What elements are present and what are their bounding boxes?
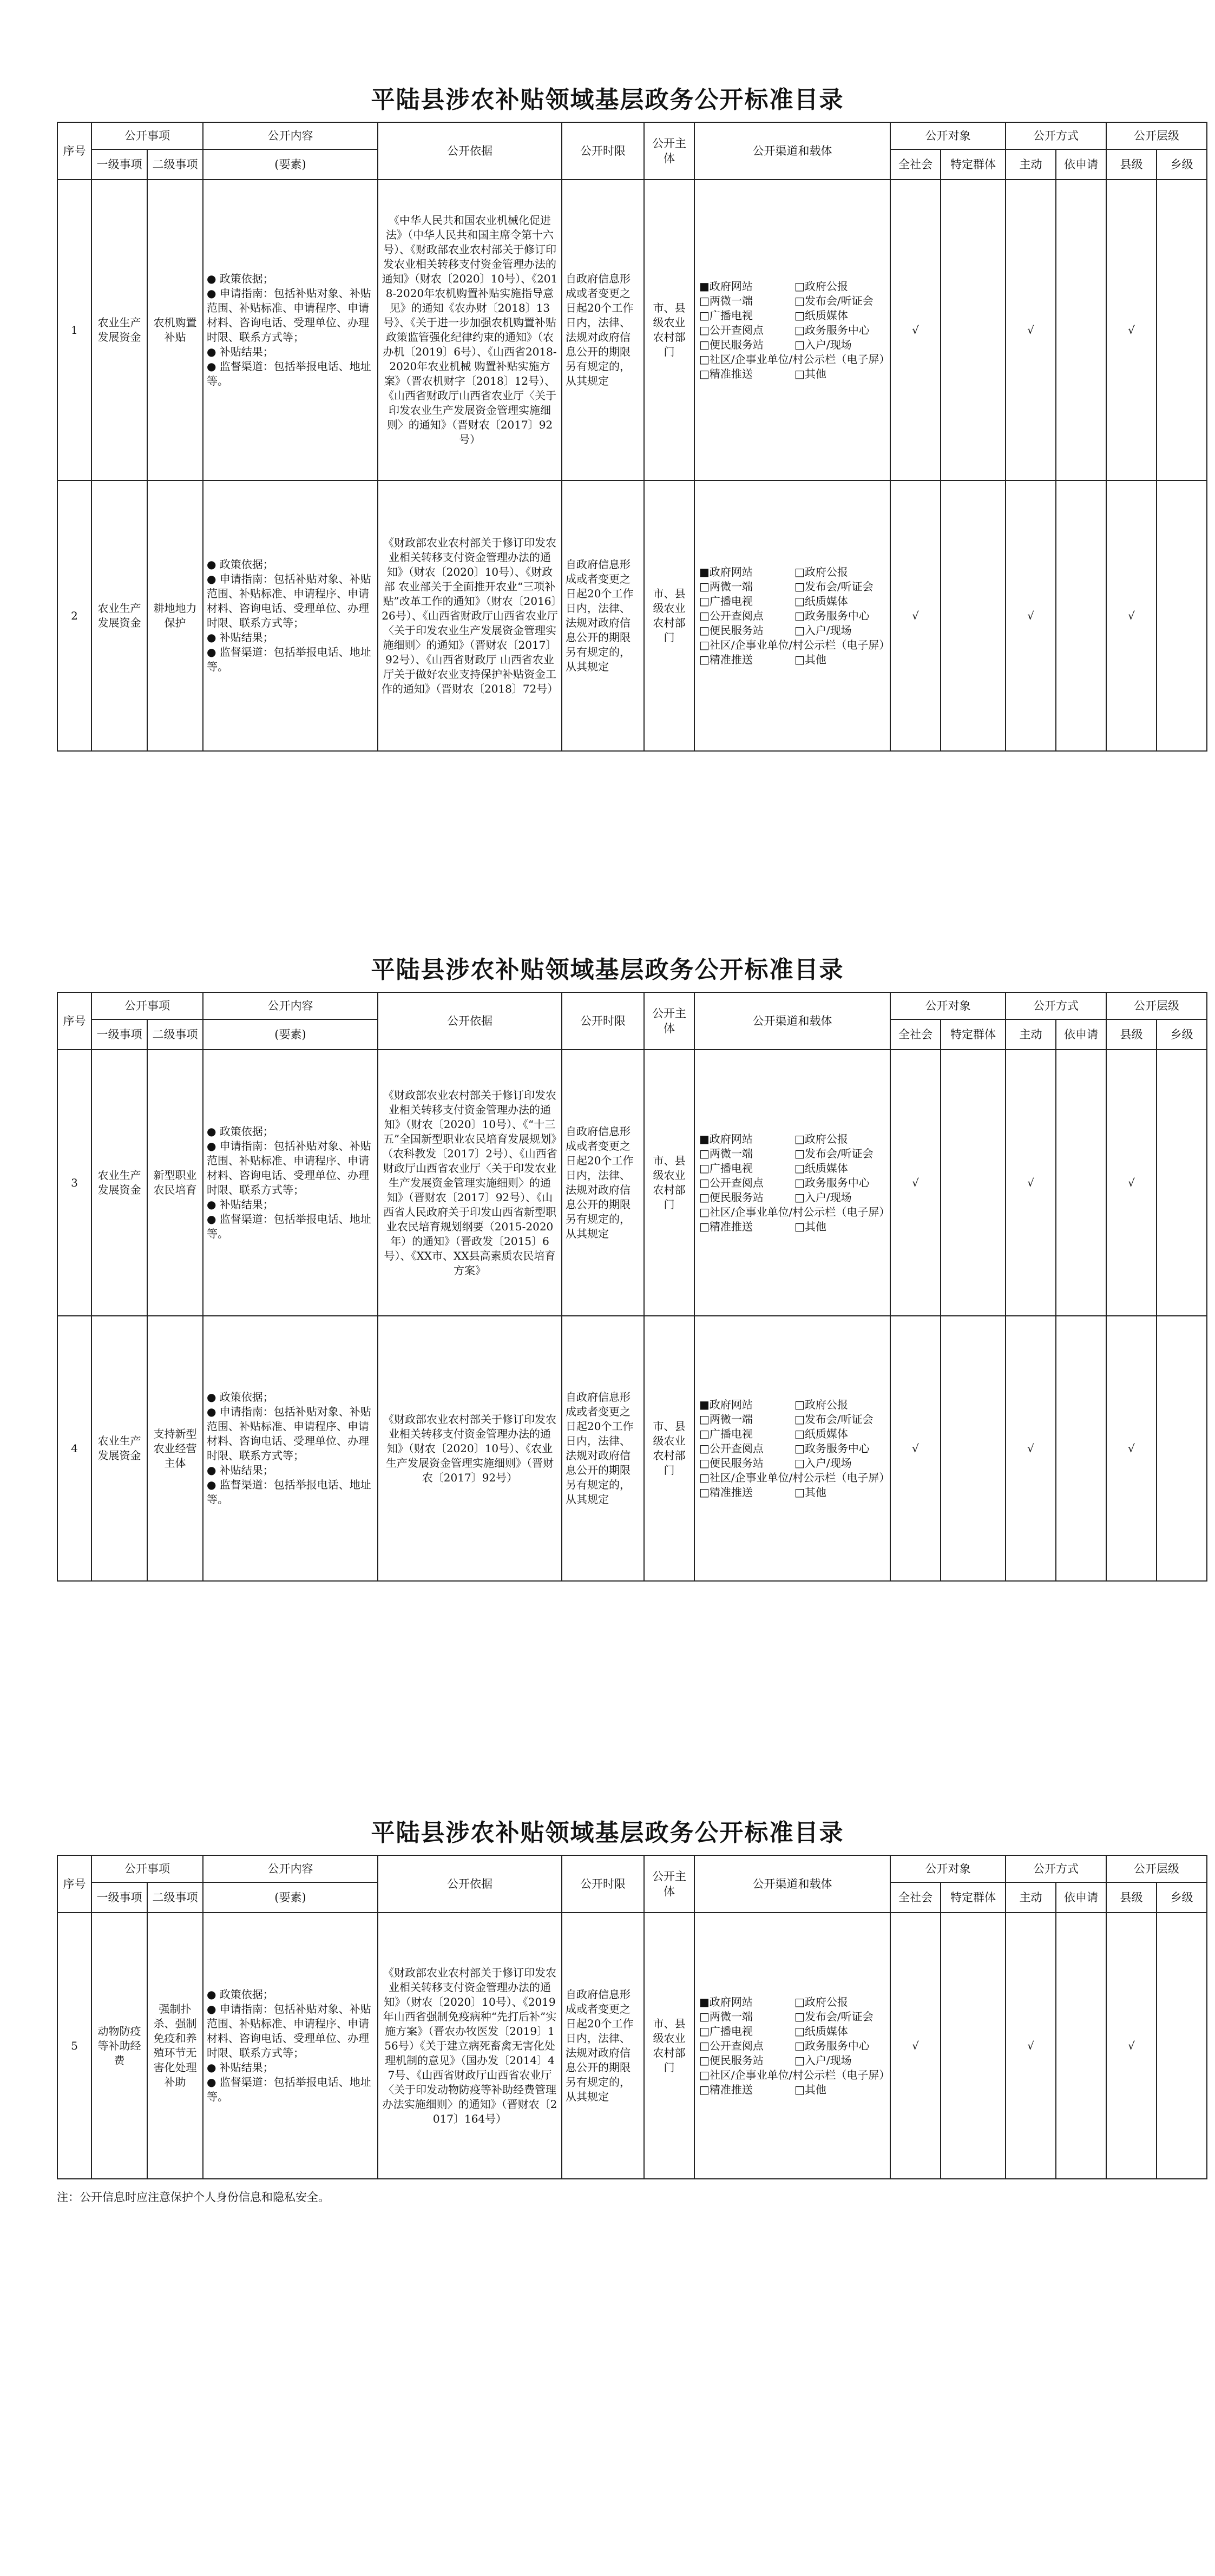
county-check: √ <box>1106 180 1157 480</box>
channel-option: □入户/现场 <box>794 338 852 351</box>
basis-header: 公开依据 <box>378 992 562 1050</box>
level2-cell: 农机购置补贴 <box>147 180 203 480</box>
channel-option: □公开查阅点 <box>699 1441 764 1455</box>
channel-option: ■政府网站 <box>699 279 753 293</box>
timing-cell: 自政府信息形成或者变更之日起20个工作日内，法律、法规对政府信息公开的期限另有规定的，从其规定 <box>562 480 644 751</box>
channel-option: □发布会/听证会 <box>794 2010 874 2023</box>
channel-option: □公开查阅点 <box>699 2039 764 2052</box>
channel-option: □广播电视 <box>699 1427 753 1440</box>
content-item: ● 申请指南：包括补贴对象、补贴范围、补贴标准、申请程序、申请材料、咨询电话、受理单位、办理时限、联系方式等； <box>207 1405 371 1462</box>
catalog-section-1 <box>57 84 1193 752</box>
level1-cell: 农业生产发展资金 <box>91 480 147 751</box>
catalog-table <box>57 122 1207 752</box>
level2-cell: 强制扑杀、强制免疫和养殖环节无害化处理补助 <box>147 1913 203 2179</box>
content-item: ● 监督渠道：包括举报电话、地址等。 <box>207 1478 371 1506</box>
channel-option: □政府公报 <box>794 1398 848 1411</box>
timing-header: 公开时限 <box>562 122 644 180</box>
county-check: √ <box>1106 1050 1157 1316</box>
level-header: 公开层级 <box>1106 122 1207 149</box>
basis-header: 公开依据 <box>378 122 562 180</box>
content-header: 公开内容 <box>203 122 378 149</box>
township-check <box>1157 1913 1207 2179</box>
specific-group-header: 特定群体 <box>941 1882 1006 1913</box>
request-check <box>1056 1913 1106 2179</box>
township-check <box>1157 480 1207 751</box>
whole-society-header: 全社会 <box>890 149 941 180</box>
request-check <box>1056 180 1106 480</box>
seq-cell: 4 <box>57 1316 91 1581</box>
level1-cell: 农业生产发展资金 <box>91 1050 147 1316</box>
channel-option: □两微一端 <box>699 2010 753 2023</box>
county-check: √ <box>1106 1913 1157 2179</box>
content-item: ● 补贴结果； <box>207 345 274 358</box>
whole-society-check: √ <box>890 1316 941 1581</box>
channel-option: □政府公报 <box>794 1132 848 1145</box>
township-header: 乡级 <box>1157 1019 1207 1050</box>
channels-header: 公开渠道和载体 <box>694 1855 890 1913</box>
timing-cell: 自政府信息形成或者变更之日起20个工作日内，法律、法规对政府信息公开的期限另有规定的，从其规定 <box>562 1316 644 1581</box>
content-item: ● 申请指南：包括补贴对象、补贴范围、补贴标准、申请程序、申请材料、咨询电话、受理单位、办理时限、联系方式等； <box>207 572 371 629</box>
channel-option: □广播电视 <box>699 1161 753 1175</box>
level1-header: 一级事项 <box>91 1882 147 1913</box>
subject-header: 公开主体 <box>644 122 694 180</box>
table-row <box>57 1316 1207 1581</box>
channel-option: □便民服务站 <box>699 2053 764 2067</box>
channel-option: □发布会/听证会 <box>794 294 874 307</box>
channel-option: □入户/现场 <box>794 1190 852 1204</box>
level2-header: 二级事项 <box>147 149 203 180</box>
channels-list <box>699 565 890 667</box>
channel-option: □政务服务中心 <box>794 323 870 337</box>
channels-list <box>699 279 890 381</box>
channel-option: □政务服务中心 <box>794 1441 870 1455</box>
seq-header: 序号 <box>57 122 91 180</box>
channels-header: 公开渠道和载体 <box>694 992 890 1050</box>
method-header: 公开方式 <box>1006 122 1106 149</box>
catalog-section-2 <box>57 954 1193 1582</box>
footnote: 注：公开信息时应注意保护个人身份信息和隐私安全。 <box>57 2191 330 2204</box>
subject-cell: 市、县级农业农村部门 <box>644 1913 694 2179</box>
channel-option: □纸质媒体 <box>794 594 848 608</box>
channel-option: □便民服务站 <box>699 1456 764 1470</box>
basis-cell: 《财政部农业农村部关于修订印发农业相关转移支付资金管理办法的通知》（财农〔2020〕10号）、《财政部 农业部关于全面推开农业“三项补贴”改革工作的通知》（财农〔2016〕26号）、《山西省财政厅山西省农业厅〈关于印发农业生产发展资金管理实施细则〉的通知》（晋财农〔2017〕92号）、《山西省财政厅 山西省农业厅关于做好农业支持保护补贴资金工作的通知》（晋财农〔2018〕72号） <box>378 480 562 751</box>
level2-cell: 新型职业农民培育 <box>147 1050 203 1316</box>
catalog-table <box>57 1855 1207 2179</box>
subject-cell: 市、县级农业农村部门 <box>644 1050 694 1316</box>
channel-option: □精准推送 <box>699 367 753 380</box>
basis-cell: 《财政部农业农村部关于修订印发农业相关转移支付资金管理办法的通知》（财农〔2020〕10号）、《“十三五”全国新型职业农民培育发展规划》（农科教发〔2017〕2号）、《山西省财政厅山西省农业厅〈关于印发农业生产发展资金管理实施细则〉的通知》（晋财农〔2017〕92号）、《山西省人民政府关于印发山西省新型职业农民培育规划纲要（2015-2020年）的通知》（晋政发〔2015〕6号）、《XX市、XX县高素质农民培育方案》 <box>378 1050 562 1316</box>
channel-option: □便民服务站 <box>699 1190 764 1204</box>
seq-cell: 5 <box>57 1913 91 2179</box>
channel-option: ■政府网站 <box>699 1132 753 1145</box>
channels-list <box>699 1995 890 2097</box>
channel-option: ■政府网站 <box>699 565 753 578</box>
specific-group-check <box>941 480 1006 751</box>
timing-cell: 自政府信息形成或者变更之日起20个工作日内，法律、法规对政府信息公开的期限另有规定的，从其规定 <box>562 1050 644 1316</box>
content-item: ● 申请指南：包括补贴对象、补贴范围、补贴标准、申请程序、申请材料、咨询电话、受理单位、办理时限、联系方式等； <box>207 287 371 344</box>
channel-option: □广播电视 <box>699 2024 753 2038</box>
level2-cell: 耕地地力保护 <box>147 480 203 751</box>
basis-cell: 《中华人民共和国农业机械化促进法》（中华人民共和国主席令第十六号）、《财政部农业农村部关于修订印发农业相关转移支付资金管理办法的通知》（财农〔2020〕10号）、《2018-2020年农机购置补贴实施指导意见》的通知《农办财〔2018〕13号》、《关于进一步加强农机购置补贴政策监管强化纪律约束的通知》（农办机〔2019〕6号）、《山西省2018-2020年农业机械 购置补贴实施方案》（晋农机财字〔2018〕12号）、《山西省财政厅山西省农业厅〈关于印发农业生产发展资金管理实施细则〉的通知》（晋财农〔2017〕92号） <box>378 180 562 480</box>
content-item: ● 政策依据； <box>207 1125 274 1138</box>
channel-option: □入户/现场 <box>794 623 852 637</box>
active-check: √ <box>1006 1913 1056 2179</box>
catalog-section-3 <box>57 1817 1193 2179</box>
subject-cell: 市、县级农业农村部门 <box>644 480 694 751</box>
channel-option: □便民服务站 <box>699 623 764 637</box>
specific-group-header: 特定群体 <box>941 149 1006 180</box>
channel-option: □其他 <box>794 653 826 666</box>
channel-option: □发布会/听证会 <box>794 1412 874 1426</box>
catalog-table <box>57 992 1207 1582</box>
public-matter-header: 公开事项 <box>91 1855 203 1882</box>
specific-group-check <box>941 1316 1006 1581</box>
channel-option: □政府公报 <box>794 565 848 578</box>
audience-header: 公开对象 <box>890 122 1006 149</box>
content-cell <box>203 1050 378 1316</box>
catalog-title: 平陆县涉农补贴领域基层政务公开标准目录 <box>371 1819 844 1847</box>
channel-option: □社区/企事业单位/村公示栏（电子屏） <box>699 1205 890 1218</box>
channel-option: □公开查阅点 <box>699 609 764 622</box>
content-item: ● 补贴结果； <box>207 1198 274 1211</box>
township-check <box>1157 1316 1207 1581</box>
request-check <box>1056 1316 1106 1581</box>
subject-cell: 市、县级农业农村部门 <box>644 180 694 480</box>
request-check <box>1056 1050 1106 1316</box>
public-matter-header: 公开事项 <box>91 992 203 1019</box>
whole-society-header: 全社会 <box>890 1882 941 1913</box>
channel-option: □便民服务站 <box>699 338 764 351</box>
basis-cell: 《财政部农业农村部关于修订印发农业相关转移支付资金管理办法的通知》（财农〔2020〕10号）、《2019年山西省强制免疫病种“先打后补”实施方案》（晋农办牧医发〔2019〕156号）《关于建立病死畜禽无害化处理机制的意见》（国办发〔2014〕47号、《山西省财政厅山西省农业厅〈关于印发动物防疫等补助经费管理办法实施细则〉的通知》（晋财农〔2017〕164号） <box>378 1913 562 2179</box>
content-cell <box>203 1913 378 2179</box>
whole-society-check: √ <box>890 480 941 751</box>
catalog-title: 平陆县涉农补贴领域基层政务公开标准目录 <box>371 86 844 114</box>
specific-group-check <box>941 1913 1006 2179</box>
channels-cell <box>694 1913 890 2179</box>
method-header: 公开方式 <box>1006 992 1106 1019</box>
audience-header: 公开对象 <box>890 992 1006 1019</box>
table-header <box>57 122 1207 180</box>
channels-list <box>699 1398 890 1500</box>
content-item: ● 补贴结果； <box>207 2061 274 2074</box>
active-check: √ <box>1006 1316 1056 1581</box>
level2-header: 二级事项 <box>147 1882 203 1913</box>
table-row <box>57 1913 1207 2179</box>
channel-option: □社区/企事业单位/村公示栏（电子屏） <box>699 1471 890 1484</box>
channel-option: □精准推送 <box>699 1485 753 1499</box>
request-header: 依申请 <box>1056 1882 1106 1913</box>
channel-option: □发布会/听证会 <box>794 579 874 593</box>
channel-option: □两微一端 <box>699 1412 753 1426</box>
channel-option: □精准推送 <box>699 2083 753 2096</box>
active-header: 主动 <box>1006 1882 1056 1913</box>
public-matter-header: 公开事项 <box>91 122 203 149</box>
request-header: 依申请 <box>1056 1019 1106 1050</box>
level-header: 公开层级 <box>1106 1855 1207 1882</box>
seq-header: 序号 <box>57 1855 91 1913</box>
township-check <box>1157 180 1207 480</box>
level1-cell: 农业生产发展资金 <box>91 180 147 480</box>
table-row <box>57 1050 1207 1316</box>
channel-option: □政务服务中心 <box>794 1176 870 1189</box>
subject-header: 公开主体 <box>644 1855 694 1913</box>
content-cell <box>203 180 378 480</box>
subject-cell: 市、县级农业农村部门 <box>644 1316 694 1581</box>
level-header: 公开层级 <box>1106 992 1207 1019</box>
channel-option: □其他 <box>794 367 826 380</box>
active-header: 主动 <box>1006 149 1056 180</box>
channel-option: □广播电视 <box>699 308 753 322</box>
channel-option: □精准推送 <box>699 653 753 666</box>
level2-header: 二级事项 <box>147 1019 203 1050</box>
channel-option: □入户/现场 <box>794 1456 852 1470</box>
content-item: ● 监督渠道：包括举报电话、地址等。 <box>207 360 371 387</box>
level1-header: 一级事项 <box>91 149 147 180</box>
county-check: √ <box>1106 1316 1157 1581</box>
level2-cell: 支持新型农业经营主体 <box>147 1316 203 1581</box>
content-cell <box>203 1316 378 1581</box>
whole-society-header: 全社会 <box>890 1019 941 1050</box>
channel-option: □入户/现场 <box>794 2053 852 2067</box>
channel-option: □其他 <box>794 2083 826 2096</box>
content-header: 公开内容 <box>203 1855 378 1882</box>
channel-option: □其他 <box>794 1220 826 1233</box>
table-row <box>57 480 1207 751</box>
channels-cell <box>694 1316 890 1581</box>
content-sub-header: (要素) <box>203 149 378 180</box>
channel-option: □政府公报 <box>794 279 848 293</box>
request-header: 依申请 <box>1056 149 1106 180</box>
channel-option: □政务服务中心 <box>794 609 870 622</box>
channel-option: □发布会/听证会 <box>794 1147 874 1160</box>
timing-header: 公开时限 <box>562 1855 644 1913</box>
content-item: ● 监督渠道：包括举报电话、地址等。 <box>207 645 371 673</box>
content-sub-header: (要素) <box>203 1882 378 1913</box>
channel-option: □纸质媒体 <box>794 2024 848 2038</box>
content-header: 公开内容 <box>203 992 378 1019</box>
channels-cell <box>694 480 890 751</box>
township-header: 乡级 <box>1157 149 1207 180</box>
content-item: ● 申请指南：包括补贴对象、补贴范围、补贴标准、申请程序、申请材料、咨询电话、受理单位、办理时限、联系方式等； <box>207 2002 371 2059</box>
channel-option: ■政府网站 <box>699 1398 753 1411</box>
channel-option: □精准推送 <box>699 1220 753 1233</box>
request-check <box>1056 480 1106 751</box>
channel-option: □公开查阅点 <box>699 323 764 337</box>
channels-list <box>699 1132 890 1234</box>
content-item: ● 政策依据； <box>207 1988 274 2001</box>
channels-cell <box>694 180 890 480</box>
channel-option: □纸质媒体 <box>794 1161 848 1175</box>
channel-option: □两微一端 <box>699 579 753 593</box>
basis-cell: 《财政部农业农村部关于修订印发农业相关转移支付资金管理办法的通知》（财农〔2020〕10号）、《农业生产发展资金管理实施细则》（晋财农〔2017〕92号） <box>378 1316 562 1581</box>
channel-option: ■政府网站 <box>699 1995 753 2008</box>
channel-option: □两微一端 <box>699 294 753 307</box>
county-header: 县级 <box>1106 149 1157 180</box>
township-check <box>1157 1050 1207 1316</box>
content-item: ● 补贴结果； <box>207 631 274 644</box>
content-item: ● 申请指南：包括补贴对象、补贴范围、补贴标准、申请程序、申请材料、咨询电话、受理单位、办理时限、联系方式等； <box>207 1139 371 1196</box>
channel-option: □纸质媒体 <box>794 308 848 322</box>
township-header: 乡级 <box>1157 1882 1207 1913</box>
table-header <box>57 992 1207 1050</box>
seq-cell: 2 <box>57 480 91 751</box>
active-check: √ <box>1006 180 1056 480</box>
channel-option: □社区/企事业单位/村公示栏（电子屏） <box>699 352 890 366</box>
county-header: 县级 <box>1106 1882 1157 1913</box>
content-item: ● 监督渠道：包括举报电话、地址等。 <box>207 1213 371 1240</box>
specific-group-check <box>941 1050 1006 1316</box>
content-item: ● 政策依据； <box>207 272 274 285</box>
seq-cell: 3 <box>57 1050 91 1316</box>
content-item: ● 监督渠道：包括举报电话、地址等。 <box>207 2076 371 2103</box>
channel-option: □纸质媒体 <box>794 1427 848 1440</box>
channel-option: □其他 <box>794 1485 826 1499</box>
level1-cell: 农业生产发展资金 <box>91 1316 147 1581</box>
timing-cell: 自政府信息形成或者变更之日起20个工作日内，法律、法规对政府信息公开的期限另有规定的，从其规定 <box>562 180 644 480</box>
whole-society-check: √ <box>890 1050 941 1316</box>
seq-header: 序号 <box>57 992 91 1050</box>
channels-header: 公开渠道和载体 <box>694 122 890 180</box>
channel-option: □社区/企事业单位/村公示栏（电子屏） <box>699 2068 890 2081</box>
seq-cell: 1 <box>57 180 91 480</box>
catalog-title: 平陆县涉农补贴领域基层政务公开标准目录 <box>371 956 844 984</box>
table-row <box>57 180 1207 480</box>
channel-option: □广播电视 <box>699 594 753 608</box>
level1-header: 一级事项 <box>91 1019 147 1050</box>
content-item: ● 补贴结果； <box>207 1464 274 1477</box>
whole-society-check: √ <box>890 180 941 480</box>
county-header: 县级 <box>1106 1019 1157 1050</box>
timing-header: 公开时限 <box>562 992 644 1050</box>
timing-cell: 自政府信息形成或者变更之日起20个工作日内，法律、法规对政府信息公开的期限另有规定的，从其规定 <box>562 1913 644 2179</box>
whole-society-check: √ <box>890 1913 941 2179</box>
county-check: √ <box>1106 480 1157 751</box>
method-header: 公开方式 <box>1006 1855 1106 1882</box>
specific-group-check <box>941 180 1006 480</box>
channel-option: □社区/企事业单位/村公示栏（电子屏） <box>699 638 890 651</box>
subject-header: 公开主体 <box>644 992 694 1050</box>
active-header: 主动 <box>1006 1019 1056 1050</box>
content-sub-header: (要素) <box>203 1019 378 1050</box>
level1-cell: 动物防疫等补助经费 <box>91 1913 147 2179</box>
audience-header: 公开对象 <box>890 1855 1006 1882</box>
channel-option: □两微一端 <box>699 1147 753 1160</box>
content-item: ● 政策依据； <box>207 558 274 571</box>
channel-option: □政府公报 <box>794 1995 848 2008</box>
basis-header: 公开依据 <box>378 1855 562 1913</box>
channels-cell <box>694 1050 890 1316</box>
content-cell <box>203 480 378 751</box>
content-item: ● 政策依据； <box>207 1391 274 1404</box>
active-check: √ <box>1006 480 1056 751</box>
channel-option: □政务服务中心 <box>794 2039 870 2052</box>
channel-option: □公开查阅点 <box>699 1176 764 1189</box>
active-check: √ <box>1006 1050 1056 1316</box>
table-header <box>57 1855 1207 1913</box>
specific-group-header: 特定群体 <box>941 1019 1006 1050</box>
